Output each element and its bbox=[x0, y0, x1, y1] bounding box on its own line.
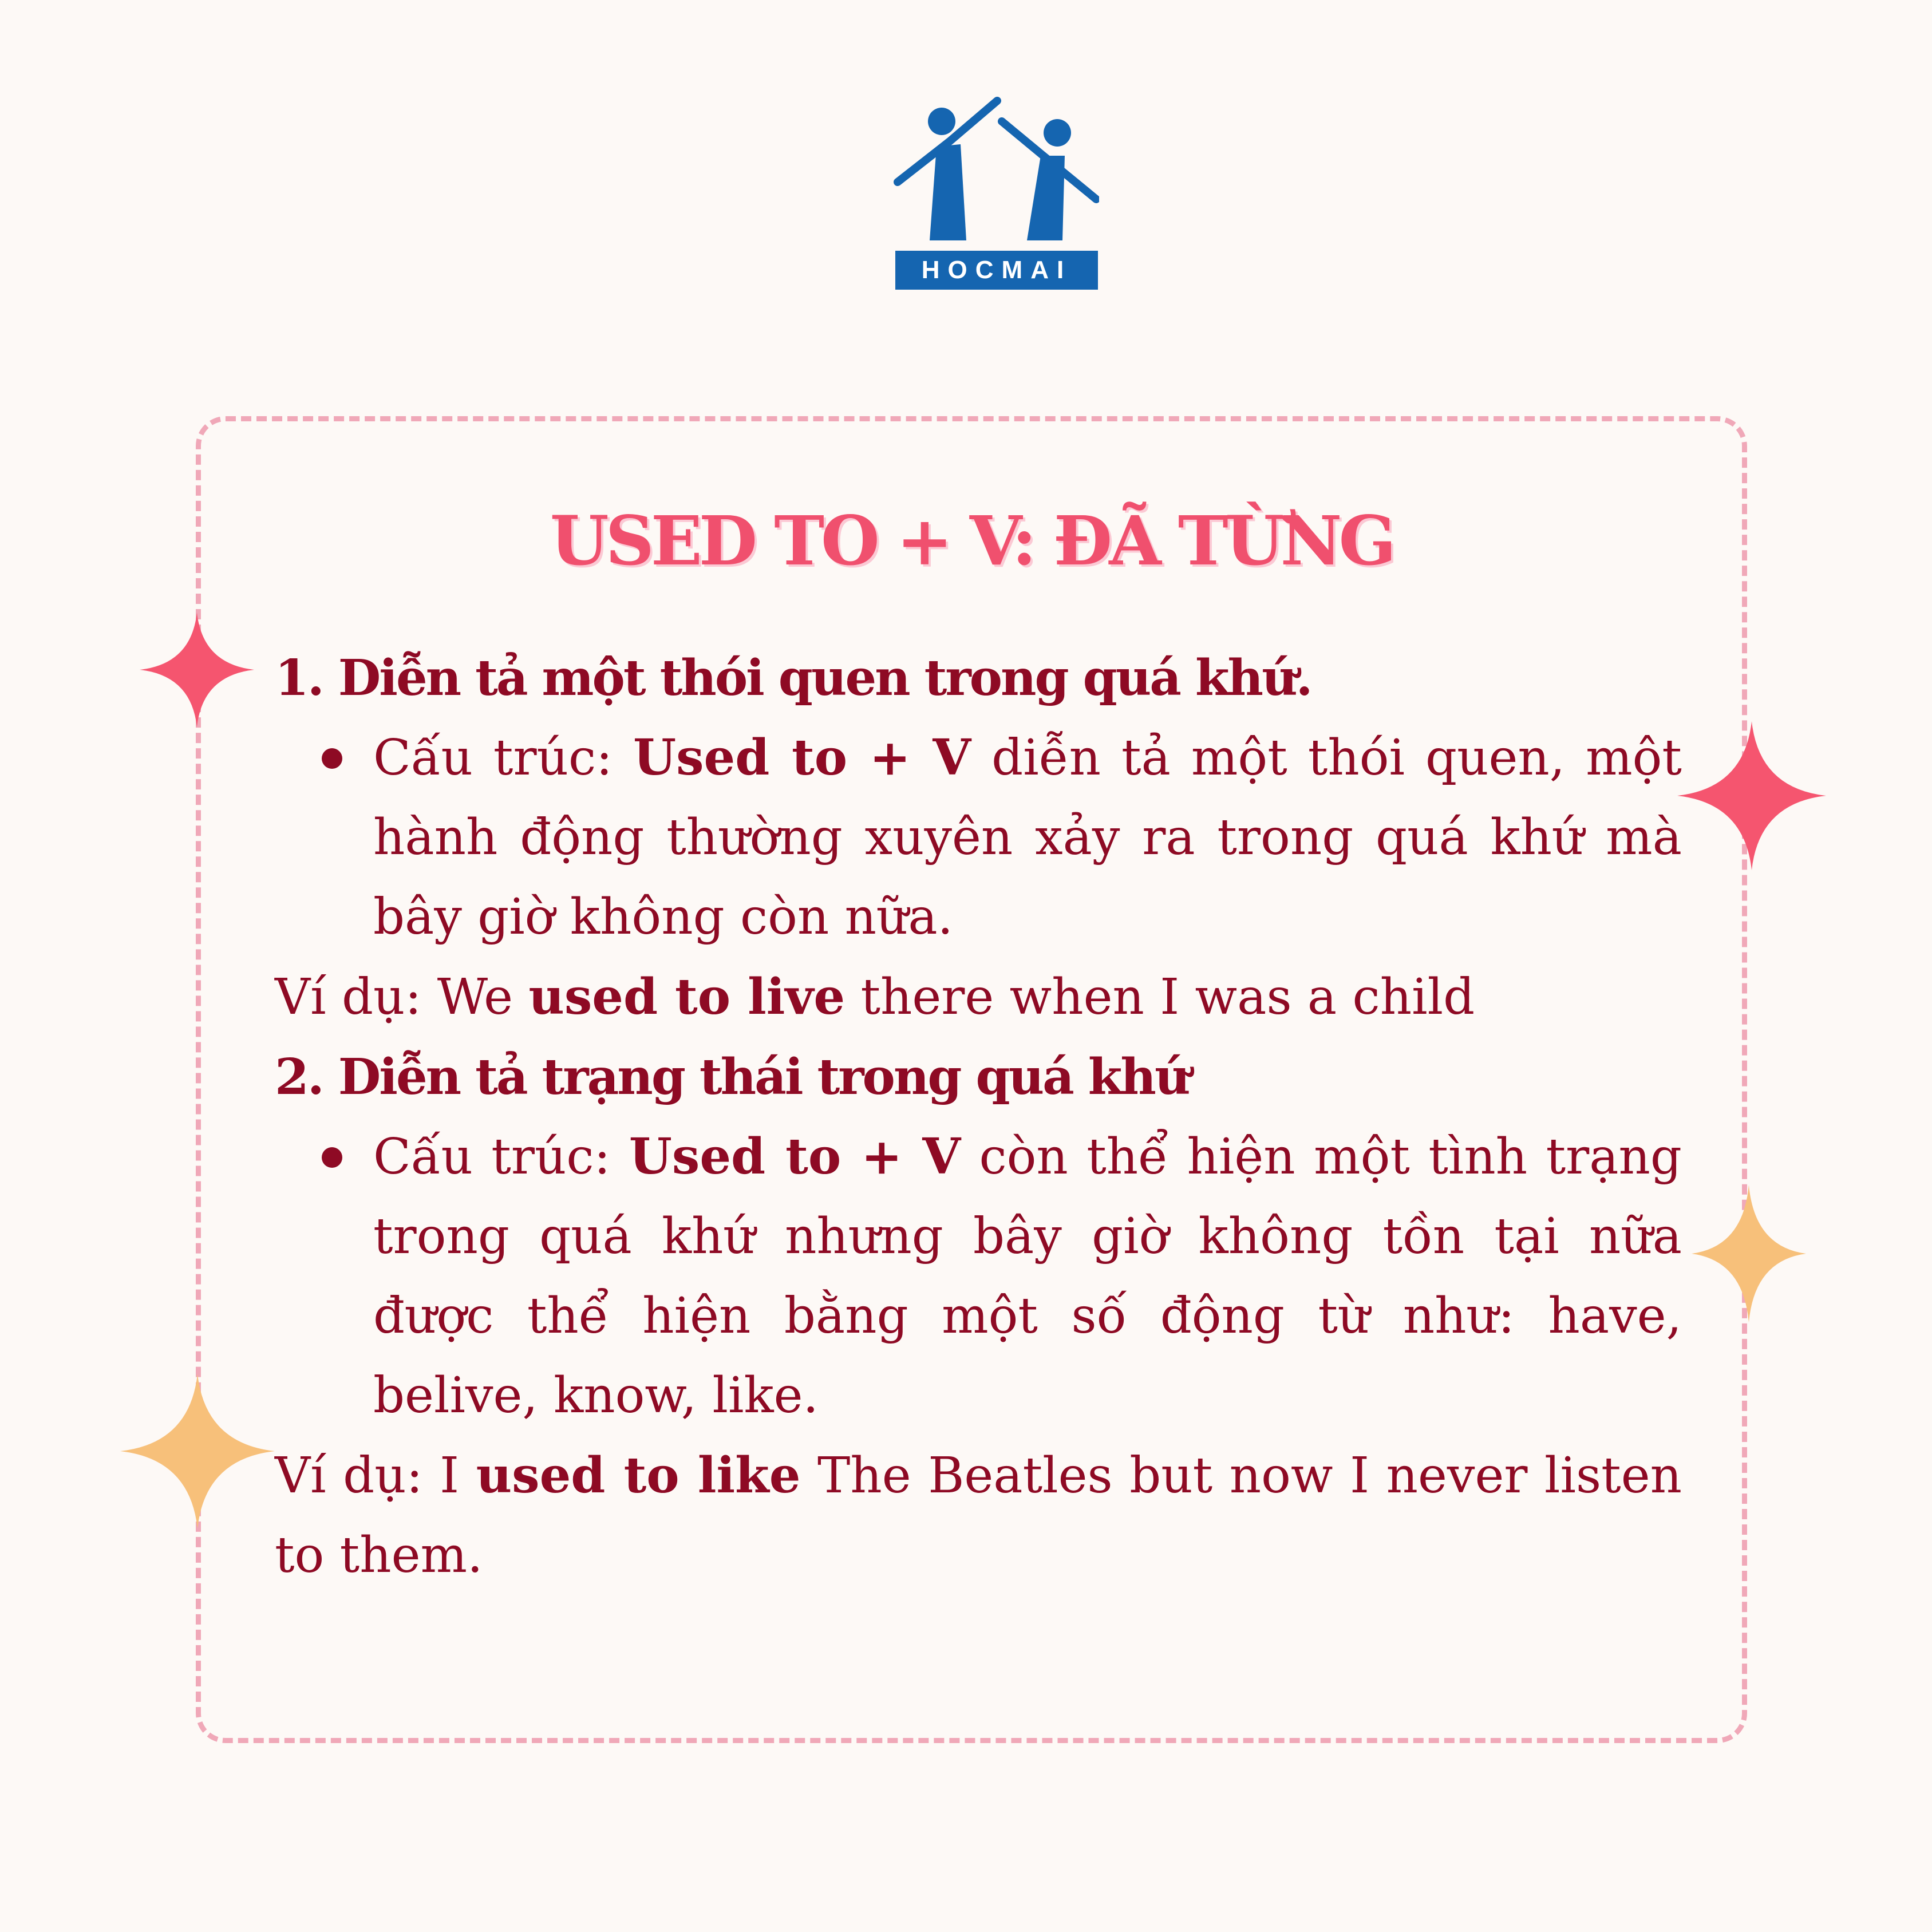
section-2-bullet bbox=[373, 1117, 1682, 1436]
bullet-dot-icon bbox=[322, 748, 342, 769]
bullet-rest: còn thể hiện một tình trạng trong quá khứ nhưng bây giờ không tồn tại nữa được thể hiện bằng một số động từ như: have, belive, know, like. bbox=[373, 1128, 1682, 1424]
bullet-prefix: Cấu trúc: bbox=[373, 729, 634, 787]
bullet-prefix: Cấu trúc: bbox=[373, 1128, 629, 1186]
logo-figure-left-body bbox=[930, 144, 966, 240]
content-body bbox=[275, 638, 1682, 1595]
bullet-bold-structure: Used to + V bbox=[633, 729, 971, 787]
section-1-heading: 1. Diễn tả một thói quen trong quá khứ. bbox=[275, 649, 1311, 707]
example-bold: used to live bbox=[528, 968, 846, 1026]
example-rest: The Beatles but now I never listen to them. bbox=[275, 1447, 1682, 1584]
example-prefix: Ví dụ: We bbox=[275, 969, 529, 1026]
example-prefix: Ví dụ: I bbox=[275, 1447, 476, 1504]
section-1-example bbox=[275, 957, 1682, 1037]
bullet-bold-structure: Used to + V bbox=[629, 1128, 961, 1186]
bullet-dot-icon bbox=[322, 1147, 342, 1168]
bullet-rest: diễn tả một thói quen, một hành động thường xuyên xảy ra trong quá khứ mà bây giờ không còn nữa. bbox=[373, 729, 1682, 946]
sparkle-pink-left-icon bbox=[140, 613, 254, 727]
example-rest: there when I was a child bbox=[845, 969, 1475, 1026]
logo-figure-right-body bbox=[1027, 156, 1065, 240]
section-2-heading: 2. Diễn tả trạng thái trong quá khứ bbox=[275, 1048, 1189, 1106]
section-1-bullet bbox=[373, 718, 1682, 957]
page-title: USED TO + V: ĐÃ TỪNG bbox=[550, 501, 1393, 580]
logo-figure-left-head bbox=[928, 108, 955, 135]
logo-figure-right-head bbox=[1044, 119, 1071, 147]
logo-text: HOCMAI bbox=[921, 256, 1072, 284]
section-2-example bbox=[275, 1436, 1682, 1595]
hocmai-logo bbox=[893, 92, 1099, 298]
sparkle-gold-right-icon bbox=[1692, 1185, 1806, 1322]
sparkle-gold-left-icon bbox=[120, 1374, 275, 1528]
example-bold: used to like bbox=[476, 1447, 801, 1504]
sparkle-pink-right-icon bbox=[1677, 721, 1826, 870]
